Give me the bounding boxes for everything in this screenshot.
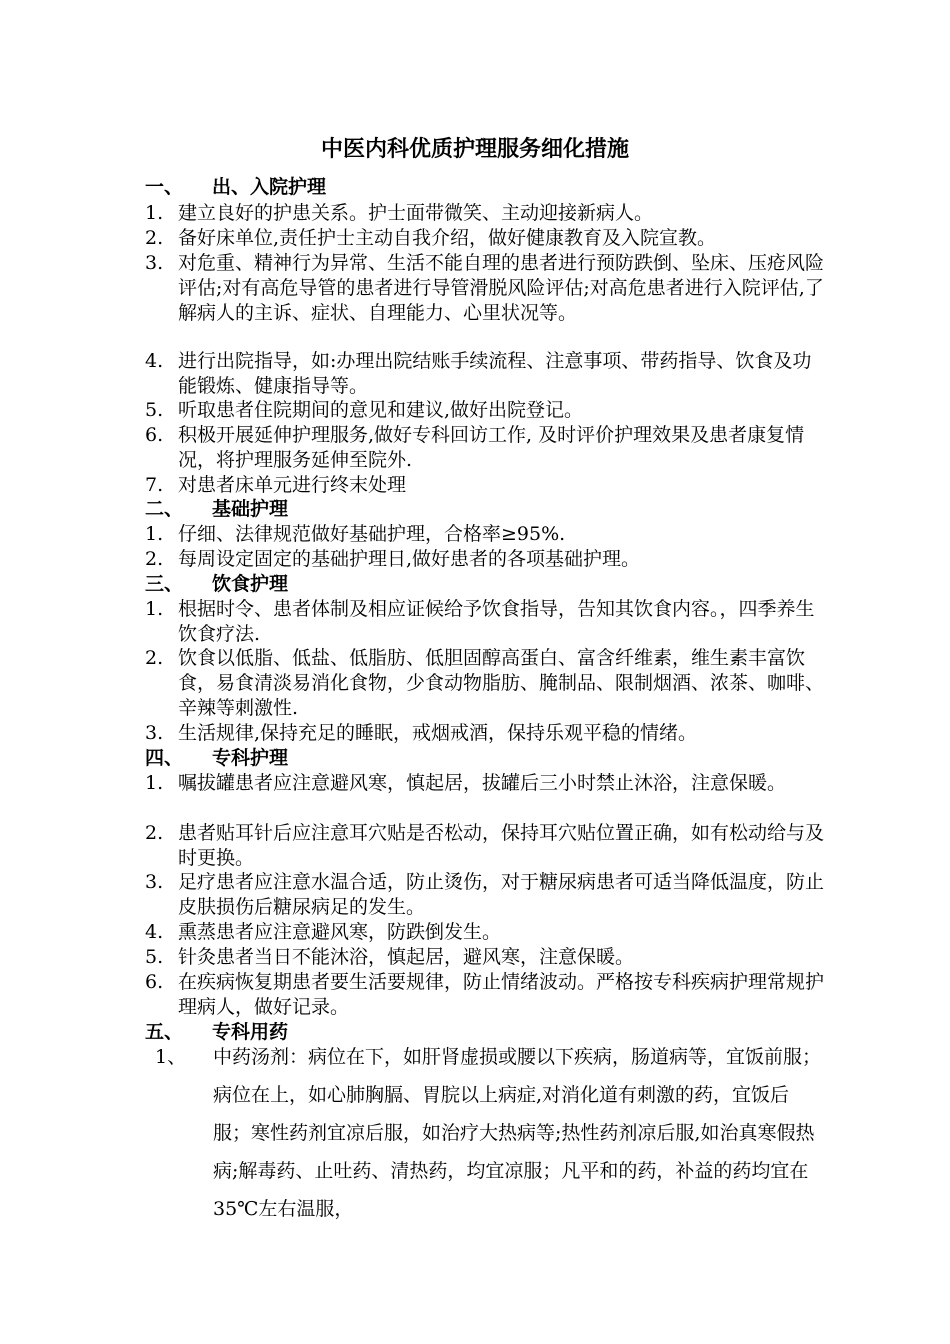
item-number: 3. bbox=[145, 722, 164, 744]
list-item bbox=[145, 646, 825, 721]
list-item bbox=[145, 398, 825, 423]
section-title: 基础护理 bbox=[212, 498, 289, 520]
item-text: 生活规律,保持充足的睡眠，戒烟戒酒，保持乐观平稳的情绪。 bbox=[178, 722, 698, 744]
item-text: 中药汤剂：病位在下，如肝肾虚损或腰以下疾病，肠道病等，宜饭前服；病位在上，如心肺胸膈、胃脘以上病症,对消化道有刺激的药，宜饭后服；寒性药剂宜凉后服，如治疗大热病等;热性药剂凉后服,如治真寒假热病;解毒药、止吐药、清热药，均宜凉服；凡平和的药，补益的药均宜在35℃左右温服， bbox=[213, 1046, 822, 1220]
section-title: 专科用药 bbox=[212, 1021, 289, 1043]
section-number: 四、 bbox=[145, 747, 184, 769]
section-number: 二、 bbox=[145, 498, 184, 520]
item-text: 针灸患者当日不能沐浴，慎起居，避风寒，注意保暖。 bbox=[178, 946, 635, 968]
item-number: 2. bbox=[145, 548, 164, 570]
list-item bbox=[145, 721, 825, 746]
section-heading-3 bbox=[145, 572, 288, 596]
section-title: 出、入院护理 bbox=[212, 176, 327, 198]
item-number: 1. bbox=[145, 523, 164, 545]
item-text: 饮食以低脂、低盐、低脂肪、低胆固醇高蛋白、富含纤维素，维生素丰富饮食，易食清淡易消化食物，少食动物脂肪、腌制品、限制烟酒、浓茶、咖啡、辛辣等刺激性. bbox=[178, 647, 825, 719]
section-heading-2 bbox=[145, 497, 288, 521]
item-text: 根据时令、患者体制及相应证候给予饮食指导，告知其饮食内容。，四季养生饮食疗法. bbox=[178, 598, 815, 645]
item-number: 1. bbox=[145, 598, 164, 620]
item-number: 5. bbox=[145, 399, 164, 421]
section-heading-4 bbox=[145, 746, 288, 770]
item-text: 嘱拔罐患者应注意避风寒，慎起居，拔罐后三小时禁止沐浴，注意保暖。 bbox=[178, 772, 787, 794]
item-text: 每周设定固定的基础护理日,做好患者的各项基础护理。 bbox=[178, 548, 641, 570]
list-item bbox=[145, 945, 825, 970]
item-text: 备好床单位,责任护士主动自我介绍，做好健康教育及入院宣教。 bbox=[178, 227, 717, 249]
list-item bbox=[145, 423, 825, 473]
item-text: 在疾病恢复期患者要生活要规律，防止情绪波动。严格按专科疾病护理常规护理病人，做好记录。 bbox=[178, 971, 825, 1018]
item-number: 4. bbox=[145, 350, 164, 372]
item-text: 对患者床单元进行终末处理 bbox=[178, 474, 407, 496]
list-item bbox=[145, 473, 825, 498]
list-item bbox=[145, 970, 825, 1020]
item-text: 患者贴耳针后应注意耳穴贴是否松动，保持耳穴贴位置正确，如有松动给与及时更换。 bbox=[178, 822, 825, 869]
section-title: 饮食护理 bbox=[212, 573, 289, 595]
item-text: 积极开展延伸护理服务,做好专科回访工作, 及时评价护理效果及患者康复情况，将护理服务延伸至院外. bbox=[178, 424, 805, 471]
list-item bbox=[145, 870, 825, 920]
item-number: 6. bbox=[145, 424, 164, 446]
document-title: 中医内科优质护理服务细化措施 bbox=[320, 136, 629, 162]
item-number: 3. bbox=[145, 871, 164, 893]
list-item bbox=[145, 201, 825, 226]
item-text: 进行出院指导，如:办理出院结账手续流程、注意事项、带药指导、饮食及功能锻炼、健康指导等。 bbox=[178, 350, 812, 397]
section-number: 五、 bbox=[145, 1021, 184, 1043]
item-number: 6. bbox=[145, 971, 164, 993]
list-item bbox=[145, 251, 825, 326]
item-number: 2. bbox=[145, 227, 164, 249]
item-number: 4. bbox=[145, 921, 164, 943]
list-item bbox=[145, 821, 825, 871]
item-text: 听取患者住院期间的意见和建议,做好出院登记。 bbox=[178, 399, 584, 421]
item-number: 2. bbox=[145, 647, 164, 669]
list-item bbox=[145, 547, 825, 572]
item-number: 1. bbox=[145, 772, 164, 794]
item-number: 2. bbox=[145, 822, 164, 844]
item-number: 7. bbox=[145, 474, 164, 496]
item-number: 1. bbox=[145, 202, 164, 224]
item-number: 5. bbox=[145, 946, 164, 968]
item-number: 3. bbox=[145, 252, 164, 274]
item-text: 建立良好的护患关系。护士面带微笑、主动迎接新病人。 bbox=[178, 202, 654, 224]
section-number: 三、 bbox=[145, 573, 184, 595]
section-title: 专科护理 bbox=[212, 747, 289, 769]
list-item bbox=[145, 597, 825, 647]
list-item bbox=[145, 920, 825, 945]
list-item bbox=[145, 771, 825, 796]
list-item bbox=[145, 522, 825, 547]
list-item bbox=[145, 1038, 825, 1228]
item-text: 对危重、精神行为异常、生活不能自理的患者进行预防跌倒、坠床、压疮风险评估;对有高危导管的患者进行导管滑脱风险评估;对高危患者进行入院评估,了解病人的主诉、症状、自理能力、心里状况等。 bbox=[178, 252, 825, 324]
item-text: 足疗患者应注意水温合适，防止烫伤，对于糖尿病患者可适当降低温度，防止皮肤损伤后糖尿病足的发生。 bbox=[178, 871, 825, 918]
section-number: 一、 bbox=[145, 176, 184, 198]
item-number: 1、 bbox=[155, 1046, 187, 1068]
list-item bbox=[145, 226, 825, 251]
item-text: 仔细、法律规范做好基础护理，合格率≥95%. bbox=[178, 523, 566, 545]
item-text: 熏蒸患者应注意避风寒，防跌倒发生。 bbox=[178, 921, 502, 943]
section-heading-1 bbox=[145, 175, 326, 199]
list-item bbox=[145, 349, 825, 399]
